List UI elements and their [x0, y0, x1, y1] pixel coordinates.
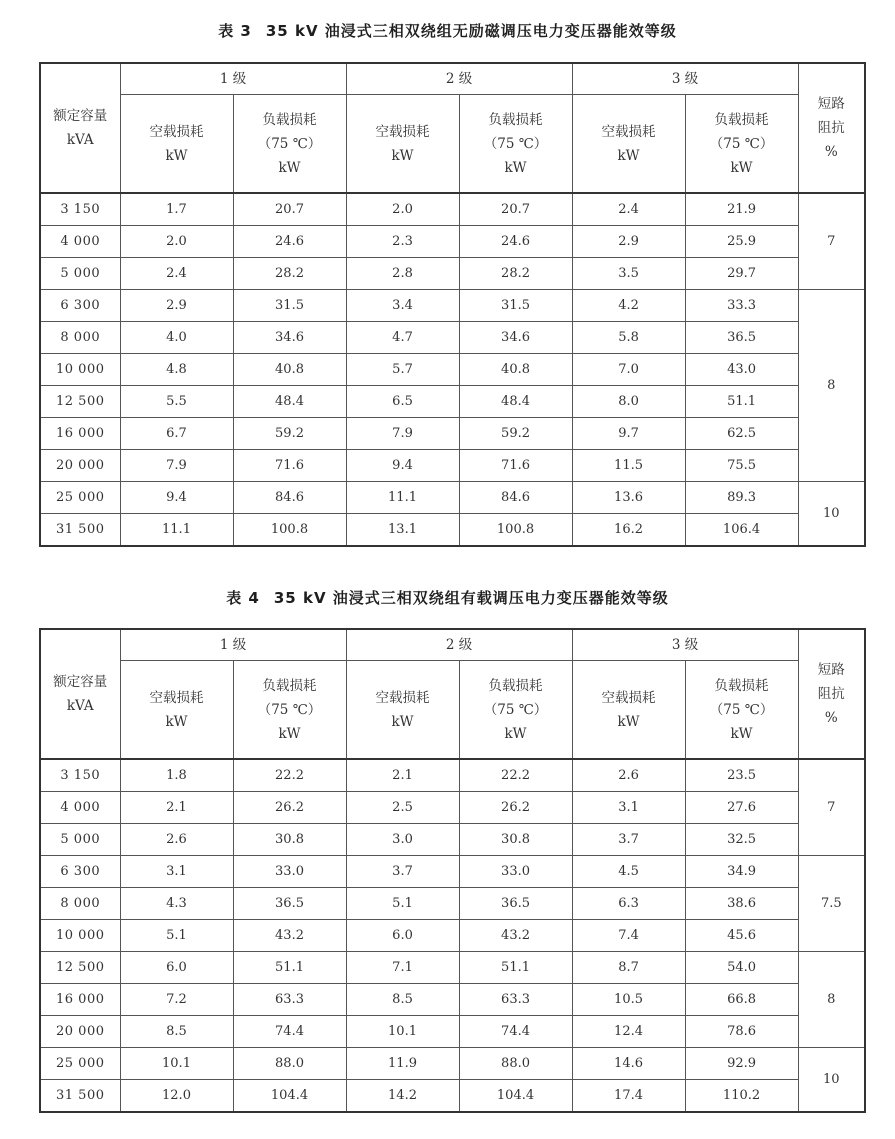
table-3-body — [40, 193, 865, 546]
cell-g1-noload: 5.5 — [120, 386, 233, 418]
header-short-circuit-impedance — [798, 63, 865, 193]
table-4-number: 表 4 — [226, 589, 260, 607]
cell-g3-load: 75.5 — [685, 450, 798, 482]
cell-g2-noload: 2.1 — [346, 759, 459, 792]
table-row — [40, 514, 865, 547]
table-row — [40, 1080, 865, 1113]
cell-g3-noload: 3.1 — [572, 792, 685, 824]
cell-g3-noload: 13.6 — [572, 482, 685, 514]
load-temp: （75 ℃） — [709, 701, 774, 718]
cell-g2-load: 51.1 — [459, 952, 572, 984]
header-g2-load-loss — [459, 661, 572, 760]
cell-short-circuit-impedance: 7.5 — [798, 856, 865, 952]
header-g2-noload-loss — [346, 661, 459, 760]
header-g1-noload-loss — [120, 661, 233, 760]
table-row — [40, 450, 865, 482]
cell-g1-load: 104.4 — [233, 1080, 346, 1113]
cell-g1-load: 30.8 — [233, 824, 346, 856]
noload-label: 空载损耗 — [149, 123, 204, 140]
cell-g3-noload: 10.5 — [572, 984, 685, 1016]
header-short-circuit-impedance — [798, 629, 865, 759]
cell-g2-noload: 3.0 — [346, 824, 459, 856]
cell-g1-noload: 10.1 — [120, 1048, 233, 1080]
header-impedance-unit: % — [824, 710, 838, 726]
load-temp: （75 ℃） — [257, 701, 322, 718]
header-grade-2: 2 级 — [346, 629, 572, 661]
cell-g1-load: 43.2 — [233, 920, 346, 952]
cell-g1-noload: 1.8 — [120, 759, 233, 792]
table-row — [40, 792, 865, 824]
cell-capacity: 3 150 — [40, 193, 120, 226]
cell-g1-load: 84.6 — [233, 482, 346, 514]
cell-g1-load: 34.6 — [233, 322, 346, 354]
cell-g2-load: 40.8 — [459, 354, 572, 386]
cell-g3-load: 34.9 — [685, 856, 798, 888]
cell-g1-load: 28.2 — [233, 258, 346, 290]
cell-g3-noload: 8.7 — [572, 952, 685, 984]
cell-g3-load: 62.5 — [685, 418, 798, 450]
cell-capacity: 8 000 — [40, 888, 120, 920]
cell-g2-load: 63.3 — [459, 984, 572, 1016]
cell-short-circuit-impedance: 10 — [798, 482, 865, 547]
cell-g1-load: 71.6 — [233, 450, 346, 482]
load-label: 负载损耗 — [262, 111, 317, 128]
cell-capacity: 31 500 — [40, 1080, 120, 1113]
table-row — [40, 226, 865, 258]
load-label: 负载损耗 — [488, 677, 543, 694]
noload-label: 空载损耗 — [375, 689, 430, 706]
cell-g2-noload: 11.9 — [346, 1048, 459, 1080]
cell-g3-load: 23.5 — [685, 759, 798, 792]
cell-g2-noload: 2.0 — [346, 193, 459, 226]
cell-g3-noload: 6.3 — [572, 888, 685, 920]
cell-g2-noload: 6.5 — [346, 386, 459, 418]
noload-label: 空载损耗 — [601, 689, 656, 706]
cell-g1-noload: 1.7 — [120, 193, 233, 226]
cell-g1-load: 22.2 — [233, 759, 346, 792]
cell-short-circuit-impedance: 10 — [798, 1048, 865, 1113]
cell-g2-load: 31.5 — [459, 290, 572, 322]
noload-unit: kW — [165, 147, 188, 164]
header-rated-capacity — [40, 63, 120, 193]
cell-g1-load: 100.8 — [233, 514, 346, 547]
table-3-number: 表 3 — [218, 22, 252, 40]
cell-g3-noload: 2.9 — [572, 226, 685, 258]
load-temp: （75 ℃） — [483, 135, 548, 152]
cell-g3-load: 89.3 — [685, 482, 798, 514]
load-unit: kW — [278, 159, 301, 176]
cell-g2-noload: 7.9 — [346, 418, 459, 450]
header-rated-capacity-unit: kVA — [66, 698, 94, 714]
cell-g3-noload: 11.5 — [572, 450, 685, 482]
table-row — [40, 1048, 865, 1080]
noload-unit: kW — [391, 713, 414, 730]
cell-g3-noload: 3.5 — [572, 258, 685, 290]
cell-capacity: 4 000 — [40, 226, 120, 258]
table-row — [40, 824, 865, 856]
cell-g1-noload: 2.0 — [120, 226, 233, 258]
cell-g3-load: 21.9 — [685, 193, 798, 226]
cell-g3-noload: 16.2 — [572, 514, 685, 547]
load-temp: （75 ℃） — [709, 135, 774, 152]
cell-g2-noload: 8.5 — [346, 984, 459, 1016]
cell-capacity: 5 000 — [40, 824, 120, 856]
header-impedance-line2: 阻抗 — [817, 686, 845, 702]
header-grade-2: 2 级 — [346, 63, 572, 95]
noload-unit: kW — [391, 147, 414, 164]
cell-g2-noload: 14.2 — [346, 1080, 459, 1113]
header-rated-capacity-label: 额定容量 — [53, 674, 108, 690]
table-row — [40, 856, 865, 888]
cell-g3-load: 33.3 — [685, 290, 798, 322]
cell-g1-load: 26.2 — [233, 792, 346, 824]
cell-capacity: 25 000 — [40, 1048, 120, 1080]
cell-capacity: 4 000 — [40, 792, 120, 824]
cell-g2-noload: 13.1 — [346, 514, 459, 547]
cell-g3-load: 106.4 — [685, 514, 798, 547]
load-label: 负载损耗 — [262, 677, 317, 694]
cell-g2-load: 26.2 — [459, 792, 572, 824]
cell-g2-noload: 5.7 — [346, 354, 459, 386]
header-impedance-line2: 阻抗 — [817, 120, 845, 136]
noload-unit: kW — [617, 147, 640, 164]
cell-g2-noload: 3.7 — [346, 856, 459, 888]
table-row — [40, 322, 865, 354]
cell-g1-load: 36.5 — [233, 888, 346, 920]
cell-capacity: 12 500 — [40, 952, 120, 984]
cell-g1-load: 51.1 — [233, 952, 346, 984]
cell-g2-noload: 5.1 — [346, 888, 459, 920]
cell-g3-noload: 14.6 — [572, 1048, 685, 1080]
cell-g3-load: 27.6 — [685, 792, 798, 824]
cell-capacity: 5 000 — [40, 258, 120, 290]
cell-capacity: 20 000 — [40, 1016, 120, 1048]
header-grade-1: 1 级 — [120, 63, 346, 95]
cell-capacity: 16 000 — [40, 984, 120, 1016]
cell-g3-load: 92.9 — [685, 1048, 798, 1080]
table-row — [40, 1016, 865, 1048]
cell-g3-noload: 4.5 — [572, 856, 685, 888]
header-rated-capacity-unit: kVA — [66, 132, 94, 148]
cell-g2-load: 28.2 — [459, 258, 572, 290]
cell-g3-noload: 2.4 — [572, 193, 685, 226]
table-row — [40, 952, 865, 984]
cell-g1-load: 40.8 — [233, 354, 346, 386]
cell-capacity: 25 000 — [40, 482, 120, 514]
cell-g3-noload: 5.8 — [572, 322, 685, 354]
header-g1-load-loss — [233, 661, 346, 760]
load-unit: kW — [730, 725, 753, 742]
header-g2-noload-loss — [346, 95, 459, 194]
cell-g1-noload: 11.1 — [120, 514, 233, 547]
cell-capacity: 6 300 — [40, 856, 120, 888]
load-label: 负载损耗 — [488, 111, 543, 128]
cell-g2-load: 100.8 — [459, 514, 572, 547]
load-label: 负载损耗 — [714, 677, 769, 694]
cell-g1-noload: 2.1 — [120, 792, 233, 824]
table-row — [40, 258, 865, 290]
cell-g2-noload: 9.4 — [346, 450, 459, 482]
header-g1-noload-loss — [120, 95, 233, 194]
cell-g3-load: 25.9 — [685, 226, 798, 258]
cell-g2-load: 84.6 — [459, 482, 572, 514]
load-unit: kW — [504, 725, 527, 742]
load-label: 负载损耗 — [714, 111, 769, 128]
cell-g3-noload: 2.6 — [572, 759, 685, 792]
noload-label: 空载损耗 — [149, 689, 204, 706]
cell-g1-noload: 4.0 — [120, 322, 233, 354]
cell-g2-load: 34.6 — [459, 322, 572, 354]
cell-g2-load: 59.2 — [459, 418, 572, 450]
cell-g3-load: 32.5 — [685, 824, 798, 856]
cell-g2-load: 74.4 — [459, 1016, 572, 1048]
noload-label: 空载损耗 — [601, 123, 656, 140]
header-g2-load-loss — [459, 95, 572, 194]
cell-g2-noload: 11.1 — [346, 482, 459, 514]
cell-g2-noload: 6.0 — [346, 920, 459, 952]
cell-capacity: 8 000 — [40, 322, 120, 354]
cell-g3-load: 54.0 — [685, 952, 798, 984]
header-g3-load-loss — [685, 661, 798, 760]
cell-g1-noload: 2.9 — [120, 290, 233, 322]
cell-g2-load: 20.7 — [459, 193, 572, 226]
header-grade-3: 3 级 — [572, 63, 798, 95]
cell-g1-noload: 4.3 — [120, 888, 233, 920]
cell-g1-load: 24.6 — [233, 226, 346, 258]
cell-g2-load: 104.4 — [459, 1080, 572, 1113]
noload-unit: kW — [165, 713, 188, 730]
cell-g2-load: 43.2 — [459, 920, 572, 952]
header-g3-noload-loss — [572, 661, 685, 760]
cell-g1-load: 63.3 — [233, 984, 346, 1016]
table-row — [40, 984, 865, 1016]
header-g3-load-loss — [685, 95, 798, 194]
table-row — [40, 920, 865, 952]
cell-g1-load: 74.4 — [233, 1016, 346, 1048]
cell-g2-noload: 2.8 — [346, 258, 459, 290]
header-g1-load-loss — [233, 95, 346, 194]
cell-g1-noload: 4.8 — [120, 354, 233, 386]
header-impedance-line1: 短路 — [817, 96, 845, 112]
noload-unit: kW — [617, 713, 640, 730]
cell-g3-noload: 7.0 — [572, 354, 685, 386]
cell-short-circuit-impedance: 7 — [798, 759, 865, 856]
header-g3-noload-loss — [572, 95, 685, 194]
cell-g2-noload: 2.5 — [346, 792, 459, 824]
header-impedance-line1: 短路 — [817, 662, 845, 678]
cell-g2-load: 36.5 — [459, 888, 572, 920]
cell-g3-load: 78.6 — [685, 1016, 798, 1048]
cell-short-circuit-impedance: 7 — [798, 193, 865, 290]
header-grade-3: 3 级 — [572, 629, 798, 661]
table-row — [40, 193, 865, 226]
cell-capacity: 10 000 — [40, 920, 120, 952]
cell-g2-noload: 2.3 — [346, 226, 459, 258]
cell-g1-noload: 8.5 — [120, 1016, 233, 1048]
table-row — [40, 354, 865, 386]
cell-g1-noload: 9.4 — [120, 482, 233, 514]
cell-capacity: 16 000 — [40, 418, 120, 450]
cell-g3-noload: 4.2 — [572, 290, 685, 322]
cell-g1-noload: 12.0 — [120, 1080, 233, 1113]
cell-g1-load: 20.7 — [233, 193, 346, 226]
load-unit: kW — [504, 159, 527, 176]
cell-g3-noload: 9.7 — [572, 418, 685, 450]
cell-g1-noload: 6.0 — [120, 952, 233, 984]
cell-g3-load: 43.0 — [685, 354, 798, 386]
cell-g2-noload: 10.1 — [346, 1016, 459, 1048]
cell-g3-load: 29.7 — [685, 258, 798, 290]
cell-g1-load: 88.0 — [233, 1048, 346, 1080]
cell-g1-load: 59.2 — [233, 418, 346, 450]
header-rated-capacity-label: 额定容量 — [53, 108, 108, 124]
table-4-title: 35 kV 油浸式三相双绕组有载调压电力变压器能效等级 — [273, 589, 669, 607]
cell-g3-load: 66.8 — [685, 984, 798, 1016]
cell-g3-noload: 3.7 — [572, 824, 685, 856]
cell-g3-load: 51.1 — [685, 386, 798, 418]
cell-g1-noload: 7.2 — [120, 984, 233, 1016]
cell-g2-load: 71.6 — [459, 450, 572, 482]
cell-g1-noload: 6.7 — [120, 418, 233, 450]
cell-g2-noload: 4.7 — [346, 322, 459, 354]
header-impedance-unit: % — [824, 144, 838, 160]
cell-capacity: 20 000 — [40, 450, 120, 482]
cell-capacity: 12 500 — [40, 386, 120, 418]
load-unit: kW — [278, 725, 301, 742]
header-grade-1: 1 级 — [120, 629, 346, 661]
cell-g2-load: 33.0 — [459, 856, 572, 888]
load-temp: （75 ℃） — [483, 701, 548, 718]
noload-label: 空载损耗 — [375, 123, 430, 140]
cell-g1-noload: 3.1 — [120, 856, 233, 888]
cell-g3-load: 38.6 — [685, 888, 798, 920]
cell-g3-load: 110.2 — [685, 1080, 798, 1113]
cell-g3-noload: 17.4 — [572, 1080, 685, 1113]
cell-g1-noload: 2.6 — [120, 824, 233, 856]
cell-g3-load: 45.6 — [685, 920, 798, 952]
cell-capacity: 10 000 — [40, 354, 120, 386]
cell-g2-load: 30.8 — [459, 824, 572, 856]
cell-g2-load: 48.4 — [459, 386, 572, 418]
load-unit: kW — [730, 159, 753, 176]
cell-g1-noload: 2.4 — [120, 258, 233, 290]
cell-g2-load: 24.6 — [459, 226, 572, 258]
cell-g2-noload: 7.1 — [346, 952, 459, 984]
cell-g1-noload: 7.9 — [120, 450, 233, 482]
table-row — [40, 418, 865, 450]
header-rated-capacity — [40, 629, 120, 759]
cell-capacity: 6 300 — [40, 290, 120, 322]
cell-g3-noload: 7.4 — [572, 920, 685, 952]
table-row — [40, 759, 865, 792]
table-3-caption — [0, 20, 895, 41]
table-3-title: 35 kV 油浸式三相双绕组无励磁调压电力变压器能效等级 — [265, 22, 677, 40]
cell-g3-load: 36.5 — [685, 322, 798, 354]
cell-g3-noload: 12.4 — [572, 1016, 685, 1048]
table-4 — [39, 628, 866, 1113]
cell-capacity: 31 500 — [40, 514, 120, 547]
cell-g2-load: 22.2 — [459, 759, 572, 792]
table-4-body — [40, 759, 865, 1112]
cell-g1-load: 33.0 — [233, 856, 346, 888]
cell-g1-noload: 5.1 — [120, 920, 233, 952]
table-row — [40, 386, 865, 418]
cell-g2-noload: 3.4 — [346, 290, 459, 322]
table-row — [40, 290, 865, 322]
cell-g1-load: 31.5 — [233, 290, 346, 322]
cell-capacity: 3 150 — [40, 759, 120, 792]
table-row — [40, 888, 865, 920]
cell-short-circuit-impedance: 8 — [798, 952, 865, 1048]
table-3 — [39, 62, 866, 547]
cell-g1-load: 48.4 — [233, 386, 346, 418]
cell-g2-load: 88.0 — [459, 1048, 572, 1080]
table-4-caption — [0, 587, 895, 608]
cell-g3-noload: 8.0 — [572, 386, 685, 418]
load-temp: （75 ℃） — [257, 135, 322, 152]
cell-short-circuit-impedance: 8 — [798, 290, 865, 482]
table-row — [40, 482, 865, 514]
